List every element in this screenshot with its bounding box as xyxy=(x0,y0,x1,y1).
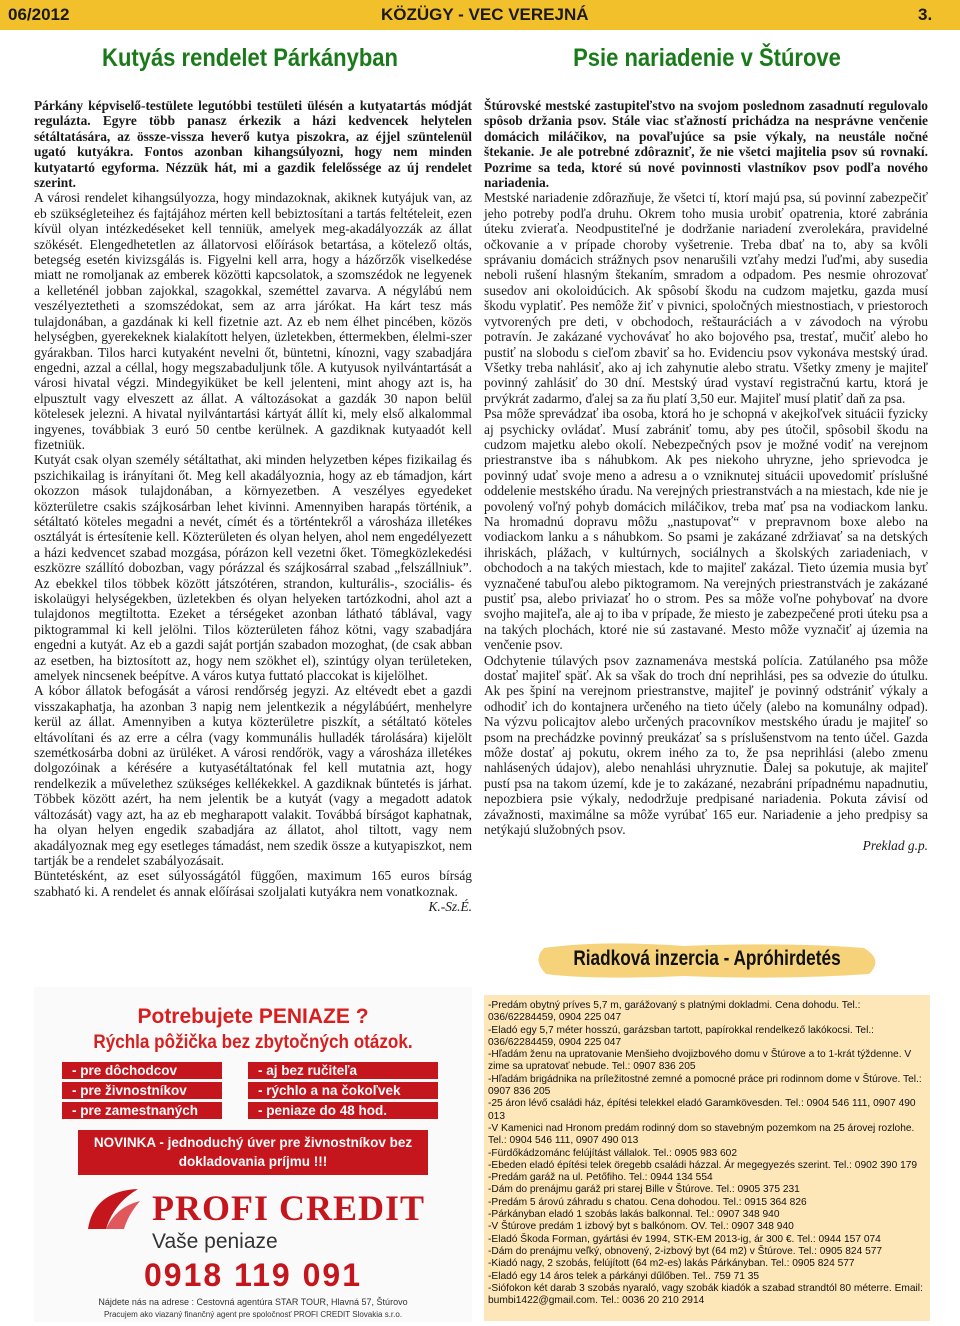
ad-brand-name: PROFI CREDIT xyxy=(152,1188,426,1228)
classified-item: -V Štúrove predám 1 izbový byt s balkónom. OV. Tel.: 0907 348 940 xyxy=(488,1221,794,1233)
ad-headline: Potrebujete PENIAZE ? xyxy=(137,1005,369,1028)
classified-item: -Predám garáž na ul. Petőfiho. Tel.: 0944 134 554 xyxy=(488,1172,713,1184)
classified-item: -Kiadó nagy, 2 szobás, felújított (64 m2-es) lakás Párkányban. Tel.: 0905 824 577 xyxy=(488,1258,855,1270)
classified-item: -Fürdőkádzománc felújítást vállalok. Tel.: 0905 983 602 xyxy=(488,1147,737,1159)
classified-item: -Párkányban eladó 1 szobás lakás balkonnal. Tel.: 0907 348 940 xyxy=(488,1209,780,1221)
ad-subheadline: Rýchla pôžička bez zbytočných otázok. xyxy=(93,1032,413,1053)
section-title: KÖZÜGY - VEC VEREJNÁ xyxy=(381,5,589,24)
right-article-body xyxy=(484,98,928,853)
left-article-title: Kutyás rendelet Párkányban xyxy=(102,44,398,72)
right-paragraph: Psa môže sprevádzať iba osoba, ktorá ho je schopná v akejkoľvek situácii fyzicky aj psychicky ovládať. Musí zabrániť tomu, aby pes útočil, spôsobil škodu na cudzom majetku alebo okolí. Nebezpečných psov je možné vodiť na verejnom priestranstve iba s náhubkom. Ak pes niekoho uhryzne, jeho sprievodca je povinný udať svoje meno a adresu a o vzniknutej situácii upovedomiť príslušné oddelenie mestského úradu. Na verejných priestranstvách a na miestach, kde nie je povolený voľný pohyb domácich miláčikov, treba mať psa na vodiackom lanku. Na hromadnú dopravu môžu „nastupovať“ v prepravnom boxe alebo na vodiackom lanku a s náhubkom. So psami je zakázané zdržiavať sa na detských ihriskách, plážach, v kultúrnych, sociálnych a školských zariadeniach, v obchodoch a na takých miestach, kde to majiteľ zakázal. Tieto územia musia byť vyznačené tabuľou alebo piktogramom. Na verejných priestranstvách je zakázané pustiť psa, alebo priviazať ho o strom. Pes sa môže voľne pohybovať na dvore svojho majiteľa, ale aj to iba v prípade, že miesto je zabezpečené proti úteku psa a na takých plochách, ktoré nie sú zastavané. Mesto môže vyznačiť aj územia na venčenie psov. xyxy=(484,406,928,653)
classified-item: -25 áron lévő családi ház, építési telekkel eladó Garamkövesden. Tel.: 0904 546 111, 0907 490 013 xyxy=(488,1098,916,1122)
classified-item: -Predám 5 árovú záhradu s chatou. Cena dohodou. Tel.: 0915 364 826 xyxy=(488,1196,807,1208)
right-paragraph: Mestské nariadenie zdôrazňuje, že všetci tí, ktorí majú psa, sú povinní zabezpečiť jeho potreby podľa druhu. Okrem toho musia urobiť opatrenia, ktoré zabránia úteku zvieraťa. Neodpustiteľné je dodržanie nariadení zverolekára, pravidelné očkovanie a v prípade choroby vyšetrenie. Treba dbať na to, aby sa kvôli správaniu domácich strážnych psov nenarušili vzťahy medzi ľuďmi, aby susedia neboli rušení hlasným štekaním, smradom a odpadom. Pes nesmie ohrozovať susedov ani okoloidúcich. Ak spôsobí škodu na cudzom majetku, gazda musí škodu vyplatiť. Pes nemôže žiť v pivnici, spoločných miestnostiach, v priestoroch vytvorených pre deti, v obchodoch, reštauráciách a v závodoch na výrobu potravín. Je zakázané vychovávať ho ako bojového psa, trestať, mučiť alebo ho pustiť na slobodu s cieľom zbaviť sa ho. Evidenciu psov vykonáva mestský úrad. Všetky treba nahlásiť, ako aj ich zahynutie alebo stratu. Všetky zmeny je majiteľ povinný zahlásiť do 30 dní. Mestský úrad vystaví registračnú kartu, ktorá je prvýkrát zadarmo, ďalej sa za ňu platí 3,50 eur. Majiteľ musí platiť daň za psa. xyxy=(484,190,928,406)
left-article-body xyxy=(34,98,472,915)
ad-address: Nájdete nás na adrese : Cestovná agentúra STAR TOUR, Hlavná 57, Štúrovo xyxy=(98,1297,408,1307)
right-article-signature: Preklad g.p. xyxy=(862,837,928,853)
left-article-lead: Párkány képviselő-testülete legutóbbi testületi ülésén a kutyatartás módját regulázta. Egyre több panasz érkezik a házi kedvencek helytelen sétáltatására, az össze-vissza heverő kutya piszokra, az éjjel szüntelenül ugató kutyákra. Fontos azonban kihangsúlyozni, hogy nem minden kutyatartó egyforma. Nézzük hát, mi a gazdik felelőssége az új rendelet szerint. xyxy=(34,98,472,191)
classified-title: Riadková inzercia - Apróhirdetés xyxy=(573,947,841,970)
profi-credit-advertisement xyxy=(34,987,472,1322)
left-article-signature: K.-Sz.É. xyxy=(428,899,472,915)
classified-item: -Eladó Škoda Forman, gyártási év 1994, STK-EM 2013-ig, ár 300 €. Tel.: 0944 157 074 xyxy=(488,1233,881,1245)
classified-item: -Dám do prenájmu garáž pri starej Bille v Štúrove. Tel.: 0905 375 231 xyxy=(488,1184,800,1196)
left-paragraph: Kutyát csak olyan személy sétáltathat, aki minden helyzetben képes fizikailag és pszichikailag is irányítani őt. Meg kell akadályoznia, hogy az eb támadjon, kárt okozzon mások tulajdonában, a környezetben. A veszélyes egyedeket közterületre csakis szájkosárban lehet kivinni. Amennyiben harapás történik, a sétáltató köteles megadni a nevét, címét és a történtekről a városháza illetékes osztályát is értesítenie kell. Közterületen és olyan helyen, ahol nem engedélyezett a házi kedvencet szabad mozgása, pórázon kell vezetni őket. Tömegközlekedési eszközre szállító dobozban, vagy pórázzal és szájkosárral szabad „felszállniuk”. Az ebekkel tilos többek között játszótéren, strandon, kulturális-, szociális- és iskolaügyi helységekben, üzletekben és olyan helyeken tartózkodni, ahol azt a tulajdonos megtiltotta. Ezeket a térségeket azonban látható táblával, vagy piktogrammal ki kell jelölni. Tilos közterületen fához kötni, vagy szabadjára engedni a kutyát. Az eb a gazdi saját portján szabadon mozoghat, (de csak abban az esetben, ha biztosított az, hogy nem szökhet el), szintúgy olyan területeken, amelyek nincsenek beépítve. A város kutya futtató placcokat is kijelölhet. xyxy=(34,452,472,684)
page-header-bar xyxy=(0,0,960,30)
profi-credit-logo-icon xyxy=(84,1185,144,1235)
ad-left-item: - pre zamestnaných xyxy=(62,1102,222,1119)
classified-item: -Predám obytný príves 5,7 m, garážovaný s platnými dokladmi. Cena dohodu. Tel.: 036/62284459, 0904 225 047 xyxy=(488,1000,861,1024)
ad-left-item: - pre živnostníkov xyxy=(62,1082,222,1099)
issue-date: 06/2012 xyxy=(8,5,70,24)
classified-item: -Eladó egy 14 áros telek a párkányi dűlőben. Tel.. 759 71 35 xyxy=(488,1270,760,1282)
ad-phone-number: 0918 119 091 xyxy=(144,1257,362,1293)
ad-brand-tagline: Vaše peniaze xyxy=(152,1230,278,1253)
classified-list xyxy=(488,1000,926,1307)
classified-item: -Dám do prenájmu veľký, obnovený, 2-izbový byt (64 m2) v Štúrove. Tel.: 0905 824 577 xyxy=(488,1245,883,1257)
ad-novinka-banner: NOVINKA - jednoduchý úver pre živnostníkov bez dokladovania príjmu !!! xyxy=(78,1130,428,1175)
right-article-lead: Štúrovské mestské zastupiteľstvo na svojom poslednom zasadnutí regulovalo spôsob držania psov. Stále viac sťažností prichádza na nesprávne venčenie domácich miláčikov, na povaľujúce sa psie výkaly, na neustále nočné štekanie. Je ale potrebné zdôrazniť, že nie všetci majitelia psov sú rovnakí. Pozrime sa teda, ktoré sú nové povinnosti vlastníkov psov podľa nového nariadenia. xyxy=(484,98,928,191)
classified-item: -V Kamenici nad Hronom predám rodinný dom so stavebným pozemkom na 25 árovej rozlohe. Tel.: 0904 546 111, 0907 490 013 xyxy=(488,1122,915,1147)
left-paragraph: Büntetésként, az eset súlyosságától függően, maximum 165 euros bírság szabható ki. A rendelet és annak előírásai szoljalati kutyákra nem vonatkoznak. xyxy=(34,868,472,899)
classified-item: -Hľadám brigádnika na príležitostné zemné a pomocné práce pri rodinnom dome v Štúrove. Tel.: 0907 836 205 xyxy=(488,1073,922,1098)
classified-item: -Eladó egy 5,7 méter hosszú, garázsban tartott, papírokkal rendelkező lakókocsi. Tel.: 036/62284459, 0904 225 047 xyxy=(488,1024,875,1048)
page-number: 3. xyxy=(918,5,933,24)
ad-right-item: - rýchlo a na čokoľvek xyxy=(248,1082,438,1099)
classified-item: -Ebeden eladó építési telek öregebb családi házzal. Ár megegyezés szerint. Tel.: 0902 390 179 xyxy=(488,1159,918,1171)
classified-item: -Hľadám ženu na upratovanie Menšieho dvojizbového domu v Štúrove a to 1-krát týždenne. V zime sa upratovať nebude. Tel.: 0907 836 205 xyxy=(488,1049,912,1073)
ad-footer: Pracujem ako viazaný finančný agent pre spoločnosť PROFI CREDIT Slovakia s.r.o. xyxy=(103,1310,403,1319)
ad-right-item: - peniaze do 48 hod. xyxy=(248,1102,438,1119)
ad-right-item: - aj bez ručiteľa xyxy=(248,1062,438,1079)
right-paragraph: Odchytenie túlavých psov zaznamenáva mestská polícia. Zatúlaného psa môže dostať majiteľ späť. Ak sa však do troch dní neprihlási, pes sa odvezie do útulku. Ak pes špiní na verejnom priestranstve, majiteľ je povinný odstrániť výkaly a odhodiť ich do kontajnera určeného na tieto účely (alebo na komunálny odpad). Na výzvu policajtov alebo určených pracovníkov mestského úradu je majiteľ so psom na prechádzke povinný preukázať sa s príslušenstvom na tento účel. Gazda môže dostať aj pokutu, okrem iného za to, že psa neprihlási (alebo zmenu nahlásených údajov), alebo nenahlási uhryznutie. Ďalej sa pokutuje, ak majiteľ pustí psa na takom území, kde je to zakázané, nezabráni prípadnému napadnutiu, nepozbiera psie výkaly, nedodržuje predpisané nariadenia. Pokuta závisí od závažnosti, maximálne sa môže vyrúbať 165 eur. Nariadenie a jeho predpisy sa netýkajú služobných psov. xyxy=(484,652,928,838)
classified-item: -Siófokon két darab 3 szobás nyaraló, vagy szobák kiadók a szabad strandtól 80 méterre. Email: bumbi1422@gmail.com. Tel.: 0036 20 210 2914 xyxy=(488,1282,923,1307)
right-article-title: Psie nariadenie v Štúrove xyxy=(573,44,841,72)
left-paragraph: A városi rendelet kihangsúlyozza, hogy mindazoknak, akiknek kutyájuk van, az eb szükségleteihez és fajtájához mérten kell bebiztosítani a tartás feltételeit, ezen kívül olyan intézkedéseket kell tenniük, amelyek meg-akadályozzák az állat szökését. Elengedhetetlen az állatorvosi előírások betartása, a kötelező oltás, betegség esetén kivizsgálás is. Figyelni kell arra, hogy a házőrzők viselkedése miatt ne romoljanak az emberek közötti kapcsolatok, a szomszédok ne legyenek a kelleténél jobban zajokkal, szagokkal, szeméttel zavarva. A négylábú nem veszélyeztetheti a szomszédokat, sem az arra járókat. Ha kárt tesz más tulajdonában, a gazdának ki kell fizetnie azt. Az eb nem élhet pincében, közös helységben, gyerekeknek kialakított helyen, üzletekben, éttermekben, élelmi-szer gyárakban. Tilos harci kutyaként nevelni őt, büntetni, kínozni, vagy szabadjára engedni, azzal a céllal, hogy megszabaduljunk tőle. A kutyusok nyilvántartását a városi hivatal végzi. Mindegyiküket be kell jelenteni, mint ahogy azt is, ha elpusztult vagy elveszett az állat. A változásokat a gazdák 30 napon belül kötelesek jelezni. A hivatal nyilvántartási kártyát állít ki, mely első alkalommal ingyenes, továbbiak 3 euró 50 centbe kerülnek. A gazdiknak kutyaadót kell fizetniük. xyxy=(34,190,472,452)
left-paragraph: A kóbor állatok befogását a városi rendőrség jegyzi. Az eltévedt ebet a gazdi visszakaphatja, ha azonban 3 napig nem jelentkezik a négylábúért, menhelyre kerül az állat. Amennyiben a kutya közterületre piszkít, a sétáltató köteles eltávolítani és az erre a célra (vagy kommunális hulladék tárolására) kijelölt szemétkosárba dobni az ürüléket. A városi rendőrök, vagy a városháza illetékes dolgozóinak a kérésére a kutyasétáltatónak fel kell mutatnia azt, hogy rendelkezik a művelethez szükséges kellékekkel. A gazdiknak bűntetés is járhat. Többek között azért, ha nem jelentik be a kutyát (vagy a megadott adatok változását) vagy azt, ha az eb megharapott valakit. Továbbá bírságot kaphatnak, ha olyan helyen engedik szabadjára az állatot, ahol tiltott, vagy nem akadályoznak meg egy esetleges támadást, nem szedik össze a kutyapiszkot, nem tartják be a rendelet szabályozásait. xyxy=(34,683,472,868)
ad-left-item: - pre dôchodcov xyxy=(62,1062,222,1079)
